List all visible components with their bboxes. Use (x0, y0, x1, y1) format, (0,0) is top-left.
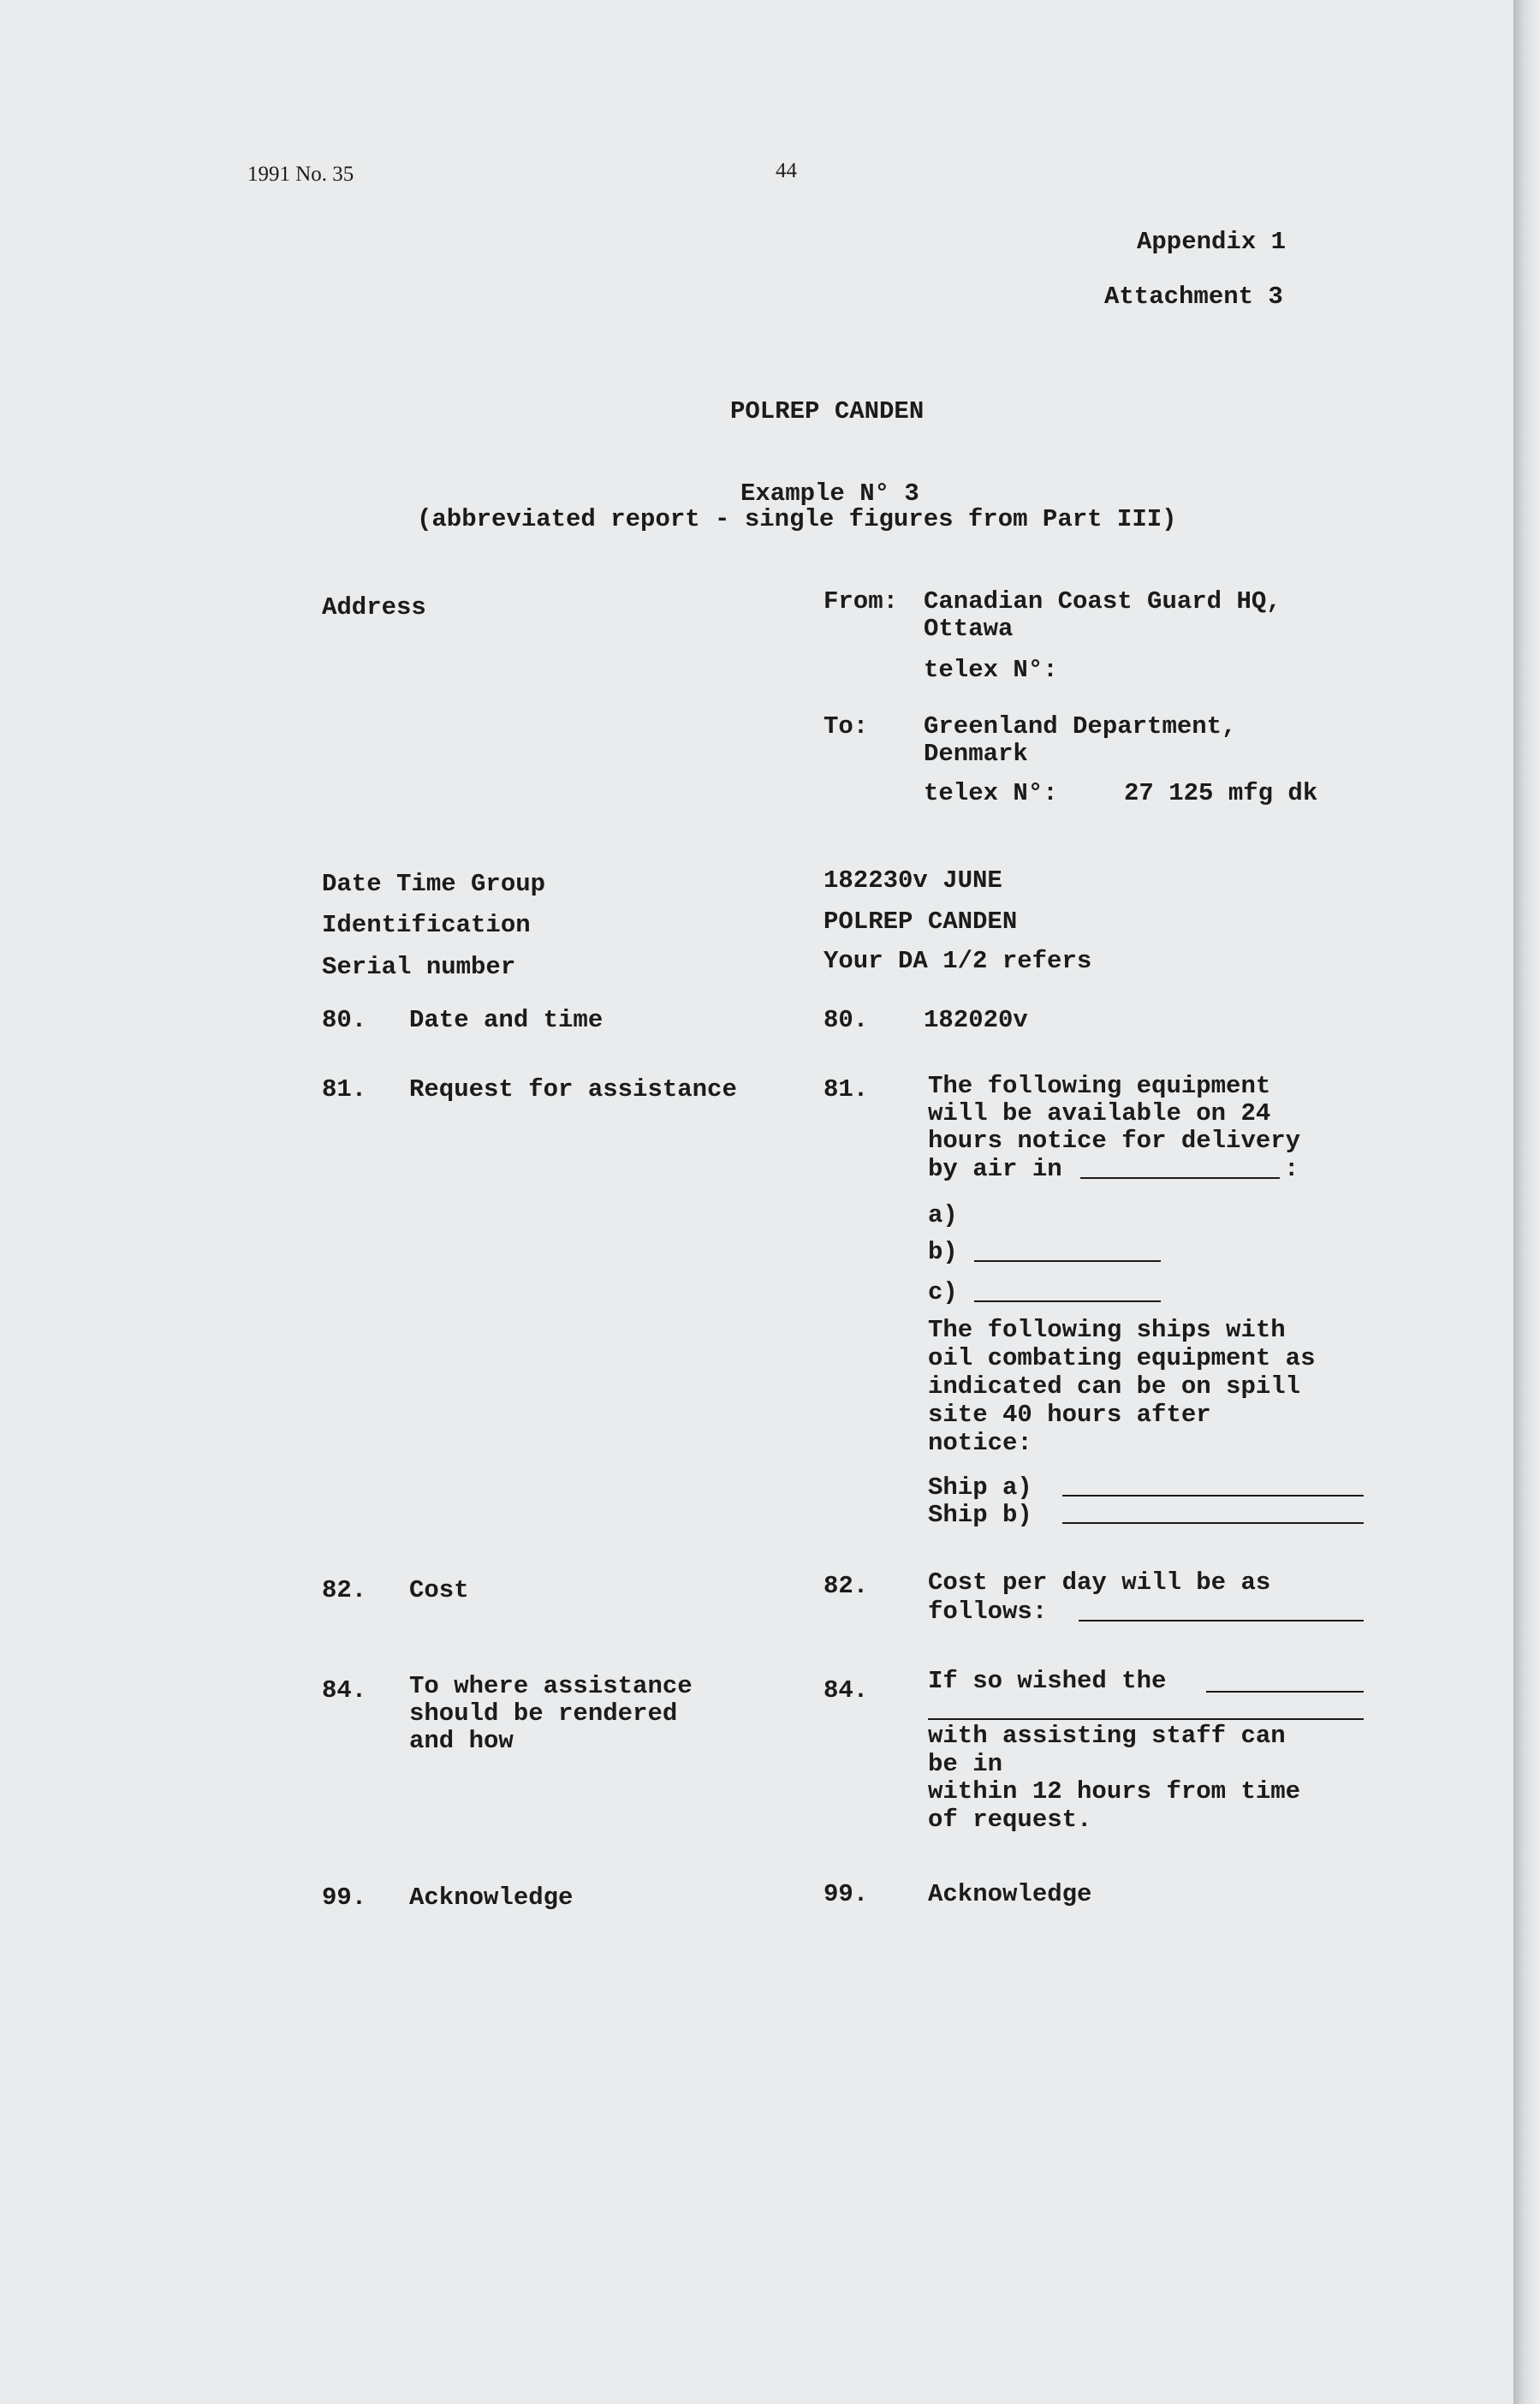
to-line-2: Denmark (924, 740, 1028, 768)
item-84-text-first: If so wished the (928, 1667, 1167, 1695)
serial-value: Your DA 1/2 refers (824, 947, 1092, 975)
item-81-ships-line: site 40 hours after (928, 1401, 1211, 1429)
item-81-ships-line: oil combating equipment as (928, 1344, 1316, 1372)
item-82-label: Cost (409, 1576, 469, 1604)
item-84-number: 84. (322, 1676, 367, 1705)
serial-label: Serial number (322, 953, 516, 981)
item-81-number: 81. (322, 1075, 367, 1104)
item-81-text-line: The following equipment (928, 1072, 1271, 1100)
from-label: From: (824, 587, 899, 616)
to-label: To: (824, 712, 869, 741)
fill-in-line (1062, 1495, 1364, 1497)
item-81-colon: : (1284, 1155, 1299, 1183)
ship-b-label: Ship b) (928, 1501, 1032, 1529)
fill-in-line (974, 1300, 1161, 1302)
page-edge (1513, 0, 1540, 2404)
item-99-value: Acknowledge (928, 1880, 1092, 1908)
item-82-text-line: Cost per day will be as (928, 1568, 1271, 1597)
item-81-value-number: 81. (824, 1075, 869, 1104)
item-81-label: Request for assistance (409, 1075, 737, 1104)
item-82-value-number: 82. (824, 1572, 869, 1600)
from-telex: telex N°: (924, 656, 1058, 684)
example-subtitle: (abbreviated report - single figures from Part III) (417, 505, 1177, 533)
to-line-1: Greenland Department, (924, 712, 1237, 741)
fill-in-line (928, 1718, 1364, 1720)
ship-a-label: Ship a) (928, 1473, 1032, 1502)
attachment-label: Attachment 3 (1104, 283, 1283, 311)
item-82-number: 82. (322, 1576, 367, 1604)
to-telex: telex N°: (924, 779, 1058, 807)
item-84-value-number: 84. (824, 1676, 869, 1705)
fill-in-line (1206, 1691, 1364, 1693)
item-84-text-line: within 12 hours from time (928, 1777, 1301, 1806)
item-81-text-line: will be available on 24 (928, 1099, 1271, 1128)
fill-in-line (974, 1260, 1161, 1262)
item-99-label: Acknowledge (409, 1883, 574, 1912)
item-99-value-number: 99. (824, 1880, 869, 1908)
identification-value: POLREP CANDEN (824, 907, 1018, 936)
item-80-label: Date and time (409, 1006, 604, 1034)
example-number: Example N° 3 (740, 479, 919, 508)
item-81-option-c: c) (928, 1278, 958, 1306)
report-title: POLREP CANDEN (730, 397, 925, 425)
item-81-option-b: b) (928, 1238, 958, 1266)
item-84-text-line: with assisting staff can (928, 1722, 1286, 1750)
identification-label: Identification (322, 911, 531, 939)
item-84-text-line: be in (928, 1750, 1003, 1778)
item-99-number: 99. (322, 1883, 367, 1912)
item-80-number: 80. (322, 1006, 367, 1034)
item-84-text-line: of request. (928, 1806, 1092, 1834)
page-number: 44 (776, 159, 797, 182)
item-81-text-line: hours notice for delivery (928, 1127, 1301, 1155)
item-81-ships-line: indicated can be on spill (928, 1372, 1301, 1401)
document-reference: 1991 No. 35 (247, 163, 354, 186)
item-84-label-line: should be rendered (409, 1699, 678, 1728)
item-81-text-line: by air in (928, 1155, 1062, 1183)
dtg-value: 182230v JUNE (824, 866, 1002, 895)
item-84-label-line: and how (409, 1727, 514, 1755)
fill-in-line (1080, 1177, 1280, 1179)
item-84-label-line: To where assistance (409, 1672, 693, 1700)
item-81-option-a: a) (928, 1201, 958, 1229)
to-telex-number: 27 125 mfg dk (1124, 779, 1318, 807)
from-line-2: Ottawa (924, 615, 1014, 643)
fill-in-line (1062, 1522, 1364, 1524)
item-80-value-number: 80. (824, 1006, 869, 1034)
dtg-label: Date Time Group (322, 870, 546, 898)
fill-in-line (1079, 1620, 1364, 1622)
address-label: Address (322, 593, 426, 622)
item-81-ships-line: The following ships with (928, 1316, 1286, 1344)
item-82-text-line: follows: (928, 1598, 1048, 1626)
item-81-ships-line: notice: (928, 1429, 1032, 1457)
appendix-label: Appendix 1 (1137, 228, 1287, 256)
from-line-1: Canadian Coast Guard HQ, (924, 587, 1281, 616)
item-80-value: 182020v (924, 1006, 1028, 1034)
